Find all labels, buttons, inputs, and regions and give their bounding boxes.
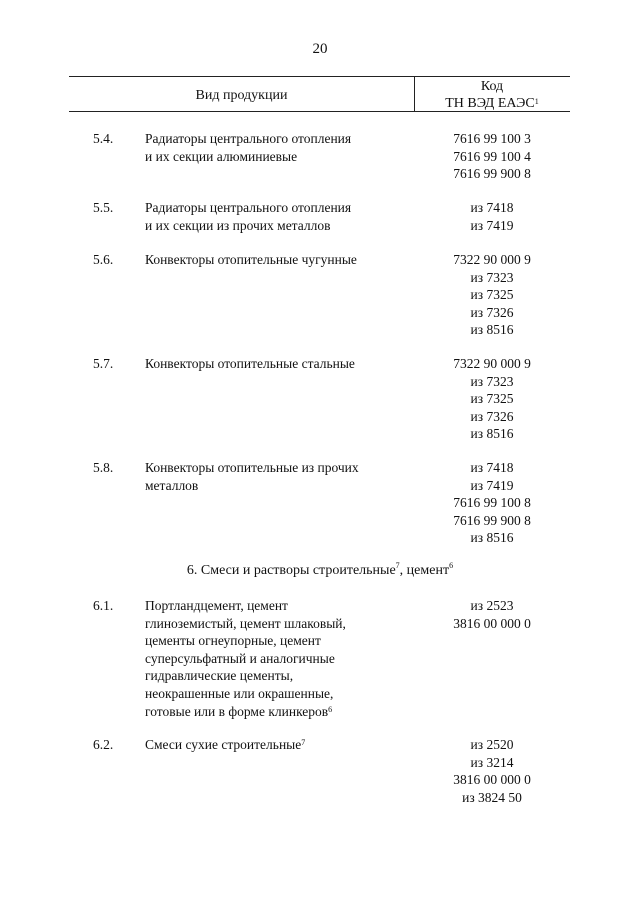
description-line: Портландцемент, цемент bbox=[145, 598, 288, 613]
row-description bbox=[145, 355, 415, 373]
table-header-top-rule bbox=[69, 76, 570, 77]
row-description bbox=[145, 736, 415, 754]
description-line: суперсульфатный и аналогичные bbox=[145, 650, 335, 666]
description-line: и их секции из прочих металлов bbox=[145, 217, 331, 233]
code-item: из 7323 bbox=[470, 373, 514, 389]
row-codes bbox=[414, 355, 570, 443]
footnote-marker: 7 bbox=[301, 738, 306, 747]
header-code-line1: Код bbox=[480, 79, 504, 94]
row-number: 5.8. bbox=[93, 460, 114, 475]
description-line: Конвекторы отопительные стальные bbox=[145, 356, 355, 371]
code-item: 3816 00 000 0 bbox=[453, 772, 531, 788]
row-codes bbox=[414, 199, 570, 234]
code-item: из 7323 bbox=[470, 269, 514, 285]
description-line bbox=[145, 703, 415, 721]
description-line-text: Смеси сухие строительные bbox=[145, 737, 302, 752]
row-description bbox=[145, 251, 415, 269]
code-item: из 2520 bbox=[470, 737, 514, 752]
header-code-line2 bbox=[414, 95, 570, 112]
code-item: из 7419 bbox=[470, 477, 514, 493]
section-title-part2: , цемент bbox=[399, 563, 450, 578]
footnote-marker: 7 bbox=[395, 561, 400, 570]
row-description bbox=[145, 597, 415, 720]
code-item: из 8516 bbox=[470, 530, 514, 546]
code-item: из 7419 bbox=[470, 217, 514, 233]
row-number: 5.6. bbox=[93, 252, 114, 267]
row-codes bbox=[414, 736, 570, 806]
code-item: 7616 99 900 8 bbox=[453, 166, 531, 182]
code-item: 7616 99 100 4 bbox=[453, 148, 531, 164]
footnote-marker: 1 bbox=[534, 97, 539, 106]
description-line: металлов bbox=[145, 477, 199, 493]
row-description bbox=[145, 199, 415, 234]
row-codes bbox=[414, 130, 570, 183]
page-number: 20 bbox=[312, 41, 328, 57]
code-item: из 7326 bbox=[470, 304, 514, 320]
code-item: из 7325 bbox=[470, 287, 514, 303]
description-line: глиноземистый, цемент шлаковый, bbox=[145, 615, 346, 631]
row-description bbox=[145, 130, 415, 165]
row-codes bbox=[414, 459, 570, 547]
section-title-part1: 6. Смеси и растворы строительные bbox=[186, 563, 396, 578]
code-item: из 8516 bbox=[470, 322, 514, 338]
section-heading bbox=[0, 563, 640, 579]
description-line bbox=[145, 736, 415, 754]
code-item: из 7418 bbox=[470, 460, 514, 475]
header-code-line2-text: ТН ВЭД ЕАЭС bbox=[445, 96, 535, 111]
code-item: из 7326 bbox=[470, 408, 514, 424]
row-number: 6.1. bbox=[93, 598, 114, 613]
footnote-marker: 6 bbox=[328, 704, 333, 714]
row-codes bbox=[414, 597, 570, 632]
row-description bbox=[145, 459, 415, 494]
description-line: Радиаторы центрального отопления bbox=[145, 200, 352, 215]
description-line-text: готовые или в форме клинкеров bbox=[145, 703, 329, 719]
description-line: Конвекторы отопительные чугунные bbox=[145, 252, 357, 267]
description-line: и их секции алюминиевые bbox=[145, 148, 298, 164]
row-number: 6.2. bbox=[93, 737, 114, 752]
description-line: Радиаторы центрального отопления bbox=[145, 131, 352, 146]
code-item: из 3214 bbox=[470, 754, 514, 770]
description-line: неокрашенные или окрашенные, bbox=[145, 685, 334, 701]
code-item: 7616 99 100 3 bbox=[453, 131, 531, 146]
code-item: 7322 90 000 9 bbox=[453, 356, 531, 371]
code-item: из 7418 bbox=[470, 200, 514, 215]
description-line: цементы огнеупорные, цемент bbox=[145, 633, 321, 649]
row-number: 5.5. bbox=[93, 200, 114, 215]
header-code bbox=[414, 78, 570, 112]
row-number: 5.7. bbox=[93, 356, 114, 371]
footnote-marker: 6 bbox=[449, 561, 454, 570]
code-item: 3816 00 000 0 bbox=[453, 615, 531, 631]
code-item: из 2523 bbox=[470, 598, 514, 613]
row-codes bbox=[414, 251, 570, 339]
code-item: из 7325 bbox=[470, 391, 514, 407]
header-product-type: Вид продукции bbox=[195, 88, 288, 103]
code-item: из 3824 50 bbox=[462, 789, 522, 805]
code-item: 7616 99 100 8 bbox=[453, 495, 531, 511]
code-item: 7616 99 900 8 bbox=[453, 512, 531, 528]
description-line: гидравлические цементы, bbox=[145, 668, 294, 684]
description-line: Конвекторы отопительные из прочих bbox=[145, 460, 359, 475]
code-item: 7322 90 000 9 bbox=[453, 252, 531, 267]
row-number: 5.4. bbox=[93, 131, 114, 146]
code-item: из 8516 bbox=[470, 426, 514, 442]
